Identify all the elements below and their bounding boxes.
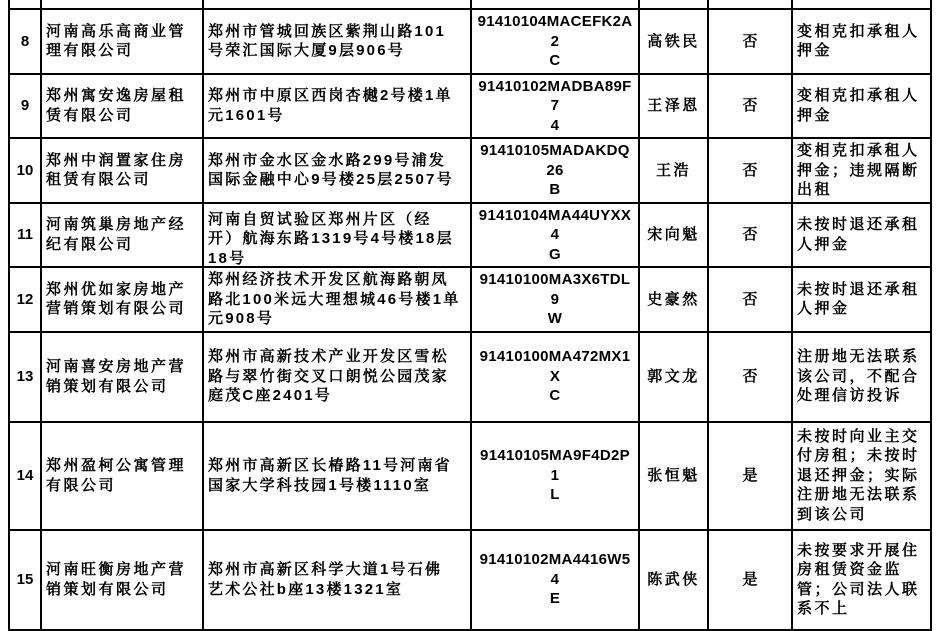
company-address-cell: 郑州市管城回族区紫荆山路101 号荣汇国际大厦9层906号 bbox=[203, 9, 471, 74]
cut-off-cell bbox=[471, 0, 639, 9]
issues-cell: 变相克扣承租人 押金；违规隔断 出租 bbox=[792, 138, 931, 203]
credit-code-cell: 91410104MA44UYXX4 G bbox=[471, 203, 639, 268]
table-row bbox=[9, 422, 931, 530]
flag-cell: 否 bbox=[708, 332, 792, 422]
credit-code-cell: 91410104MACEFK2A2 C bbox=[471, 9, 639, 74]
table-row bbox=[9, 530, 931, 630]
credit-code-cell: 91410102MADBA89F7 4 bbox=[471, 74, 639, 139]
company-name-cell: 郑州盈柯公寓管理 有限公司 bbox=[41, 422, 203, 530]
flag-cell: 否 bbox=[708, 138, 792, 203]
flag-cell: 否 bbox=[708, 203, 792, 268]
issues-cell: 变相克扣承租人 押金 bbox=[792, 9, 931, 74]
clipped-address-text: 河南自贸试验区郑州片区（经 开）航海东路1319号4号楼18层 18号 bbox=[208, 210, 454, 267]
table-row bbox=[9, 9, 931, 74]
cut-off-cell bbox=[708, 0, 792, 9]
company-address-cell bbox=[203, 203, 471, 268]
flag-cell: 否 bbox=[708, 74, 792, 139]
company-address-cell: 郑州经济技术开发区航海路朝凤 路北100米远大理想城46号楼1单 元908号 bbox=[203, 267, 471, 332]
row-number-cell: 13 bbox=[9, 332, 41, 422]
legal-person-cell: 郭文龙 bbox=[639, 332, 708, 422]
credit-code-cell: 91410100MA472MX1X C bbox=[471, 332, 639, 422]
cut-off-cell bbox=[792, 0, 931, 9]
row-number-cell: 12 bbox=[9, 267, 41, 332]
company-name-cell: 郑州优如家房地产 营销策划有限公司 bbox=[41, 267, 203, 332]
issues-cell: 未按要求开展住 房租赁资金监 管；公司法人联 系不上 bbox=[792, 530, 931, 630]
company-name-cell: 郑州中润置家住房 租赁有限公司 bbox=[41, 138, 203, 203]
company-address-cell: 郑州市高新技术产业开发区雪松 路与翠竹街交叉口朗悦公园茂家 庭茂C座2401号 bbox=[203, 332, 471, 422]
table-row bbox=[9, 138, 931, 203]
report-table-body bbox=[9, 0, 931, 630]
cut-off-cell bbox=[203, 0, 471, 9]
legal-person-cell: 王浩 bbox=[639, 138, 708, 203]
row-number-cell: 8 bbox=[9, 9, 41, 74]
legal-person-cell: 宋向魁 bbox=[639, 203, 708, 268]
flag-cell: 是 bbox=[708, 530, 792, 630]
credit-code-cell: 91410102MA4416W54 E bbox=[471, 530, 639, 630]
company-address-cell: 郑州市高新区长椿路11号河南省 国家大学科技园1号楼1110室 bbox=[203, 422, 471, 530]
issues-cell: 变相克扣承租人 押金 bbox=[792, 74, 931, 139]
cut-off-row bbox=[9, 0, 931, 9]
company-name-cell: 河南高乐高商业管 理有限公司 bbox=[41, 9, 203, 74]
company-address-cell: 郑州市中原区西岗杏樾2号楼1单 元1601号 bbox=[203, 74, 471, 139]
credit-code-cell: 91410105MA9F4D2P1 L bbox=[471, 422, 639, 530]
table-row bbox=[9, 74, 931, 139]
legal-person-cell: 王泽恩 bbox=[639, 74, 708, 139]
issues-cell: 注册地无法联系 该公司，不配合 处理信访投诉 bbox=[792, 332, 931, 422]
legal-person-cell: 陈武侠 bbox=[639, 530, 708, 630]
credit-code-cell: 91410100MA3X6TDL9 W bbox=[471, 267, 639, 332]
row-number-cell: 14 bbox=[9, 422, 41, 530]
row-number-cell: 9 bbox=[9, 74, 41, 139]
credit-code-cell: 91410105MADAKDQ26 B bbox=[471, 138, 639, 203]
violation-report-table bbox=[8, 0, 932, 631]
flag-cell: 否 bbox=[708, 9, 792, 74]
table-row bbox=[9, 267, 931, 332]
company-name-cell: 河南旺衡房地产营 销策划有限公司 bbox=[41, 530, 203, 630]
company-name-cell: 河南喜安房地产营 销策划有限公司 bbox=[41, 332, 203, 422]
issues-cell: 未按时向业主交 付房租；未按时 退还押金；实际 注册地无法联系 到该公司 bbox=[792, 422, 931, 530]
flag-cell: 是 bbox=[708, 422, 792, 530]
issues-cell: 未按时退还承租 人押金 bbox=[792, 267, 931, 332]
legal-person-cell: 史豪然 bbox=[639, 267, 708, 332]
row-number-cell: 11 bbox=[9, 203, 41, 268]
cut-off-cell bbox=[41, 0, 203, 9]
legal-person-cell: 高铁民 bbox=[639, 9, 708, 74]
issues-cell: 未按时退还承租 人押金 bbox=[792, 203, 931, 268]
table-row bbox=[9, 332, 931, 422]
company-name-cell: 郑州寓安逸房屋租 赁有限公司 bbox=[41, 74, 203, 139]
flag-cell: 否 bbox=[708, 267, 792, 332]
legal-person-cell: 张恒魁 bbox=[639, 422, 708, 530]
row-number-cell: 10 bbox=[9, 138, 41, 203]
table-row bbox=[9, 203, 931, 268]
company-address-cell: 郑州市金水区金水路299号浦发 国际金融中心9号楼25层2507号 bbox=[203, 138, 471, 203]
cut-off-cell bbox=[639, 0, 708, 9]
company-address-cell: 郑州市高新区科学大道1号石佛 艺术公社b座13楼1321室 bbox=[203, 530, 471, 630]
cut-off-cell bbox=[9, 0, 41, 9]
company-name-cell: 河南筑巢房地产经 纪有限公司 bbox=[41, 203, 203, 268]
row-number-cell: 15 bbox=[9, 530, 41, 630]
